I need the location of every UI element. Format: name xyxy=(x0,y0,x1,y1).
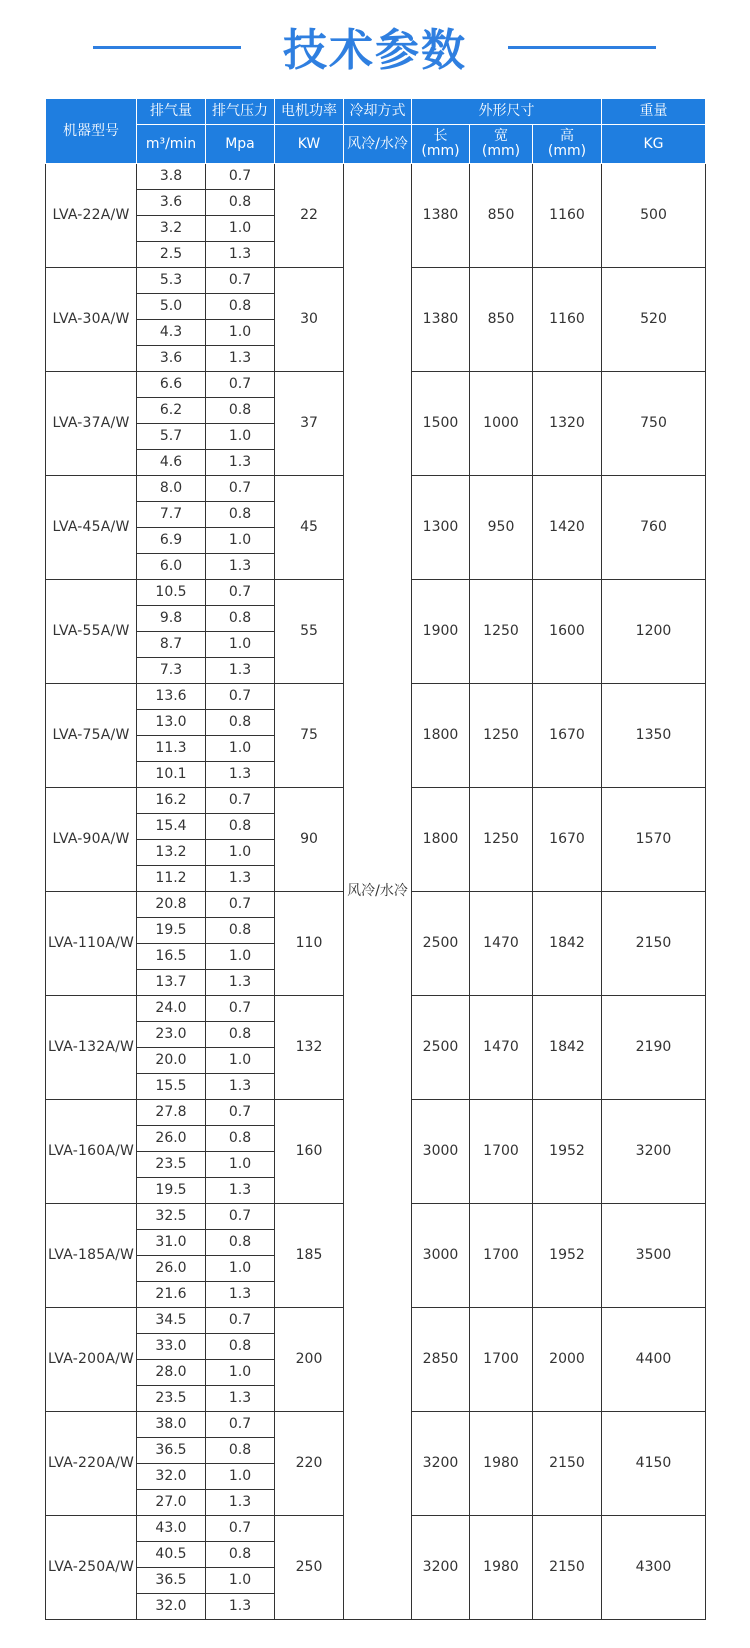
header-height xyxy=(533,125,602,164)
pressure-cell: 0.8 xyxy=(206,814,275,840)
height-cell: 1160 xyxy=(533,164,602,268)
weight-cell: 760 xyxy=(602,476,706,580)
weight-cell: 1200 xyxy=(602,580,706,684)
power-cell: 200 xyxy=(275,1308,344,1412)
width-cell: 1250 xyxy=(470,684,533,788)
pressure-cell: 0.7 xyxy=(206,1516,275,1542)
pressure-cell: 1.3 xyxy=(206,1490,275,1516)
height-cell: 1420 xyxy=(533,476,602,580)
weight-cell: 1570 xyxy=(602,788,706,892)
weight-cell: 4300 xyxy=(602,1516,706,1620)
power-cell: 185 xyxy=(275,1204,344,1308)
flow-cell: 32.0 xyxy=(137,1464,206,1490)
flow-cell: 2.5 xyxy=(137,242,206,268)
pressure-cell: 1.3 xyxy=(206,762,275,788)
weight-cell: 2190 xyxy=(602,996,706,1100)
width-cell: 1980 xyxy=(470,1412,533,1516)
width-cell: 850 xyxy=(470,268,533,372)
pressure-cell: 0.7 xyxy=(206,1308,275,1334)
width-cell: 1470 xyxy=(470,996,533,1100)
flow-cell: 26.0 xyxy=(137,1126,206,1152)
flow-cell: 32.0 xyxy=(137,1594,206,1620)
height-cell: 1670 xyxy=(533,788,602,892)
pressure-cell: 1.0 xyxy=(206,1048,275,1074)
pressure-cell: 1.3 xyxy=(206,242,275,268)
power-cell: 220 xyxy=(275,1412,344,1516)
flow-cell: 16.2 xyxy=(137,788,206,814)
model-cell: LVA-90A/W xyxy=(46,788,137,892)
weight-cell: 3500 xyxy=(602,1204,706,1308)
header-width-unit: (mm) xyxy=(481,143,521,159)
weight-cell: 3200 xyxy=(602,1100,706,1204)
table-body xyxy=(46,164,706,1620)
flow-cell: 31.0 xyxy=(137,1230,206,1256)
weight-cell: 500 xyxy=(602,164,706,268)
flow-cell: 5.0 xyxy=(137,294,206,320)
cooling-cell: 风冷/水冷 xyxy=(344,164,412,1620)
length-cell: 2850 xyxy=(412,1308,470,1412)
title-divider-right xyxy=(508,46,656,49)
width-cell: 1470 xyxy=(470,892,533,996)
pressure-cell: 0.7 xyxy=(206,476,275,502)
header-width xyxy=(470,125,533,164)
flow-cell: 10.1 xyxy=(137,762,206,788)
flow-cell: 6.2 xyxy=(137,398,206,424)
pressure-cell: 0.8 xyxy=(206,1022,275,1048)
length-cell: 1300 xyxy=(412,476,470,580)
pressure-cell: 0.7 xyxy=(206,1412,275,1438)
model-cell: LVA-110A/W xyxy=(46,892,137,996)
pressure-cell: 0.8 xyxy=(206,1126,275,1152)
flow-cell: 3.2 xyxy=(137,216,206,242)
pressure-cell: 0.7 xyxy=(206,1100,275,1126)
flow-cell: 15.5 xyxy=(137,1074,206,1100)
pressure-cell: 1.3 xyxy=(206,970,275,996)
header-height-unit: (mm) xyxy=(547,143,587,159)
header-width-label: 宽 xyxy=(494,128,508,144)
header-flow: 排气量 xyxy=(137,99,206,125)
pressure-cell: 0.7 xyxy=(206,164,275,190)
height-cell: 1842 xyxy=(533,996,602,1100)
height-cell: 1160 xyxy=(533,268,602,372)
model-cell: LVA-220A/W xyxy=(46,1412,137,1516)
header-power-unit: KW xyxy=(275,125,344,164)
pressure-cell: 1.0 xyxy=(206,1256,275,1282)
power-cell: 22 xyxy=(275,164,344,268)
length-cell: 1380 xyxy=(412,268,470,372)
height-cell: 1952 xyxy=(533,1204,602,1308)
spec-table xyxy=(45,98,706,1620)
weight-cell: 1350 xyxy=(602,684,706,788)
flow-cell: 4.6 xyxy=(137,450,206,476)
width-cell: 1250 xyxy=(470,788,533,892)
flow-cell: 13.7 xyxy=(137,970,206,996)
power-cell: 132 xyxy=(275,996,344,1100)
pressure-cell: 0.8 xyxy=(206,710,275,736)
model-cell: LVA-132A/W xyxy=(46,996,137,1100)
flow-cell: 33.0 xyxy=(137,1334,206,1360)
pressure-cell: 1.0 xyxy=(206,216,275,242)
title-banner xyxy=(0,0,750,98)
weight-cell: 520 xyxy=(602,268,706,372)
model-cell: LVA-30A/W xyxy=(46,268,137,372)
flow-cell: 6.0 xyxy=(137,554,206,580)
pressure-cell: 1.0 xyxy=(206,424,275,450)
pressure-cell: 0.8 xyxy=(206,918,275,944)
power-cell: 250 xyxy=(275,1516,344,1620)
flow-cell: 5.7 xyxy=(137,424,206,450)
header-cooling: 冷却方式 xyxy=(344,99,412,125)
height-cell: 1952 xyxy=(533,1100,602,1204)
flow-cell: 19.5 xyxy=(137,918,206,944)
flow-cell: 4.3 xyxy=(137,320,206,346)
flow-cell: 26.0 xyxy=(137,1256,206,1282)
pressure-cell: 0.8 xyxy=(206,1334,275,1360)
header-model: 机器型号 xyxy=(46,99,137,164)
flow-cell: 3.6 xyxy=(137,346,206,372)
header-weight: 重量 xyxy=(602,99,706,125)
height-cell: 2000 xyxy=(533,1308,602,1412)
height-cell: 1320 xyxy=(533,372,602,476)
flow-cell: 6.9 xyxy=(137,528,206,554)
width-cell: 1980 xyxy=(470,1516,533,1620)
pressure-cell: 1.3 xyxy=(206,1074,275,1100)
width-cell: 1700 xyxy=(470,1204,533,1308)
flow-cell: 36.5 xyxy=(137,1568,206,1594)
table-header xyxy=(46,99,706,164)
model-cell: LVA-37A/W xyxy=(46,372,137,476)
flow-cell: 7.3 xyxy=(137,658,206,684)
pressure-cell: 0.8 xyxy=(206,1542,275,1568)
header-length xyxy=(412,125,470,164)
pressure-cell: 1.0 xyxy=(206,1152,275,1178)
flow-cell: 20.0 xyxy=(137,1048,206,1074)
pressure-cell: 0.8 xyxy=(206,294,275,320)
width-cell: 1250 xyxy=(470,580,533,684)
flow-cell: 6.6 xyxy=(137,372,206,398)
flow-cell: 3.8 xyxy=(137,164,206,190)
header-height-label: 高 xyxy=(560,128,574,144)
pressure-cell: 0.8 xyxy=(206,1438,275,1464)
length-cell: 3000 xyxy=(412,1204,470,1308)
power-cell: 55 xyxy=(275,580,344,684)
flow-cell: 11.2 xyxy=(137,866,206,892)
pressure-cell: 0.7 xyxy=(206,372,275,398)
pressure-cell: 0.7 xyxy=(206,684,275,710)
flow-cell: 20.8 xyxy=(137,892,206,918)
length-cell: 3200 xyxy=(412,1412,470,1516)
weight-cell: 4150 xyxy=(602,1412,706,1516)
width-cell: 950 xyxy=(470,476,533,580)
header-flow-unit: m³/min xyxy=(137,125,206,164)
pressure-cell: 1.0 xyxy=(206,320,275,346)
table-row xyxy=(46,164,706,190)
flow-cell: 7.7 xyxy=(137,502,206,528)
flow-cell: 21.6 xyxy=(137,1282,206,1308)
pressure-cell: 1.3 xyxy=(206,1594,275,1620)
height-cell: 1600 xyxy=(533,580,602,684)
length-cell: 1800 xyxy=(412,788,470,892)
length-cell: 1800 xyxy=(412,684,470,788)
length-cell: 1900 xyxy=(412,580,470,684)
weight-cell: 4400 xyxy=(602,1308,706,1412)
flow-cell: 13.0 xyxy=(137,710,206,736)
width-cell: 850 xyxy=(470,164,533,268)
flow-cell: 38.0 xyxy=(137,1412,206,1438)
power-cell: 45 xyxy=(275,476,344,580)
flow-cell: 27.0 xyxy=(137,1490,206,1516)
flow-cell: 34.5 xyxy=(137,1308,206,1334)
pressure-cell: 1.0 xyxy=(206,736,275,762)
pressure-cell: 0.8 xyxy=(206,1230,275,1256)
pressure-cell: 1.3 xyxy=(206,658,275,684)
model-cell: LVA-55A/W xyxy=(46,580,137,684)
pressure-cell: 0.8 xyxy=(206,190,275,216)
width-cell: 1000 xyxy=(470,372,533,476)
flow-cell: 43.0 xyxy=(137,1516,206,1542)
flow-cell: 40.5 xyxy=(137,1542,206,1568)
pressure-cell: 1.3 xyxy=(206,450,275,476)
model-cell: LVA-45A/W xyxy=(46,476,137,580)
flow-cell: 27.8 xyxy=(137,1100,206,1126)
width-cell: 1700 xyxy=(470,1308,533,1412)
length-cell: 1500 xyxy=(412,372,470,476)
weight-cell: 750 xyxy=(602,372,706,476)
flow-cell: 3.6 xyxy=(137,190,206,216)
pressure-cell: 0.8 xyxy=(206,398,275,424)
header-length-label: 长 xyxy=(433,128,448,144)
pressure-cell: 0.7 xyxy=(206,268,275,294)
model-cell: LVA-22A/W xyxy=(46,164,137,268)
pressure-cell: 0.8 xyxy=(206,502,275,528)
pressure-cell: 0.7 xyxy=(206,788,275,814)
power-cell: 30 xyxy=(275,268,344,372)
length-cell: 3200 xyxy=(412,1516,470,1620)
page-title: 技术参数 xyxy=(283,25,467,76)
power-cell: 90 xyxy=(275,788,344,892)
model-cell: LVA-75A/W xyxy=(46,684,137,788)
pressure-cell: 1.0 xyxy=(206,1464,275,1490)
height-cell: 2150 xyxy=(533,1412,602,1516)
header-pressure: 排气压力 xyxy=(206,99,275,125)
power-cell: 75 xyxy=(275,684,344,788)
model-cell: LVA-200A/W xyxy=(46,1308,137,1412)
model-cell: LVA-250A/W xyxy=(46,1516,137,1620)
flow-cell: 19.5 xyxy=(137,1178,206,1204)
length-cell: 1380 xyxy=(412,164,470,268)
height-cell: 1842 xyxy=(533,892,602,996)
flow-cell: 11.3 xyxy=(137,736,206,762)
header-power: 电机功率 xyxy=(275,99,344,125)
pressure-cell: 0.7 xyxy=(206,892,275,918)
pressure-cell: 1.3 xyxy=(206,346,275,372)
flow-cell: 13.6 xyxy=(137,684,206,710)
header-weight-unit: KG xyxy=(602,125,706,164)
header-cooling-type: 风冷/水冷 xyxy=(344,125,412,164)
power-cell: 37 xyxy=(275,372,344,476)
power-cell: 110 xyxy=(275,892,344,996)
flow-cell: 10.5 xyxy=(137,580,206,606)
pressure-cell: 1.0 xyxy=(206,840,275,866)
flow-cell: 23.0 xyxy=(137,1022,206,1048)
pressure-cell: 1.3 xyxy=(206,1178,275,1204)
flow-cell: 8.0 xyxy=(137,476,206,502)
flow-cell: 8.7 xyxy=(137,632,206,658)
length-cell: 2500 xyxy=(412,892,470,996)
pressure-cell: 1.0 xyxy=(206,944,275,970)
flow-cell: 24.0 xyxy=(137,996,206,1022)
flow-cell: 36.5 xyxy=(137,1438,206,1464)
model-cell: LVA-185A/W xyxy=(46,1204,137,1308)
pressure-cell: 1.0 xyxy=(206,1360,275,1386)
flow-cell: 32.5 xyxy=(137,1204,206,1230)
power-cell: 160 xyxy=(275,1100,344,1204)
pressure-cell: 1.0 xyxy=(206,632,275,658)
length-cell: 2500 xyxy=(412,996,470,1100)
flow-cell: 23.5 xyxy=(137,1152,206,1178)
width-cell: 1700 xyxy=(470,1100,533,1204)
pressure-cell: 1.3 xyxy=(206,1282,275,1308)
flow-cell: 28.0 xyxy=(137,1360,206,1386)
pressure-cell: 0.7 xyxy=(206,580,275,606)
flow-cell: 23.5 xyxy=(137,1386,206,1412)
pressure-cell: 1.3 xyxy=(206,866,275,892)
pressure-cell: 0.7 xyxy=(206,996,275,1022)
pressure-cell: 1.0 xyxy=(206,528,275,554)
model-cell: LVA-160A/W xyxy=(46,1100,137,1204)
weight-cell: 2150 xyxy=(602,892,706,996)
header-pressure-unit: Mpa xyxy=(206,125,275,164)
pressure-cell: 1.3 xyxy=(206,1386,275,1412)
height-cell: 2150 xyxy=(533,1516,602,1620)
length-cell: 3000 xyxy=(412,1100,470,1204)
flow-cell: 13.2 xyxy=(137,840,206,866)
pressure-cell: 0.7 xyxy=(206,1204,275,1230)
pressure-cell: 1.0 xyxy=(206,1568,275,1594)
pressure-cell: 0.8 xyxy=(206,606,275,632)
header-length-unit: (mm) xyxy=(421,143,460,159)
flow-cell: 16.5 xyxy=(137,944,206,970)
flow-cell: 15.4 xyxy=(137,814,206,840)
pressure-cell: 1.3 xyxy=(206,554,275,580)
height-cell: 1670 xyxy=(533,684,602,788)
header-dimensions: 外形尺寸 xyxy=(412,99,602,125)
flow-cell: 9.8 xyxy=(137,606,206,632)
flow-cell: 5.3 xyxy=(137,268,206,294)
